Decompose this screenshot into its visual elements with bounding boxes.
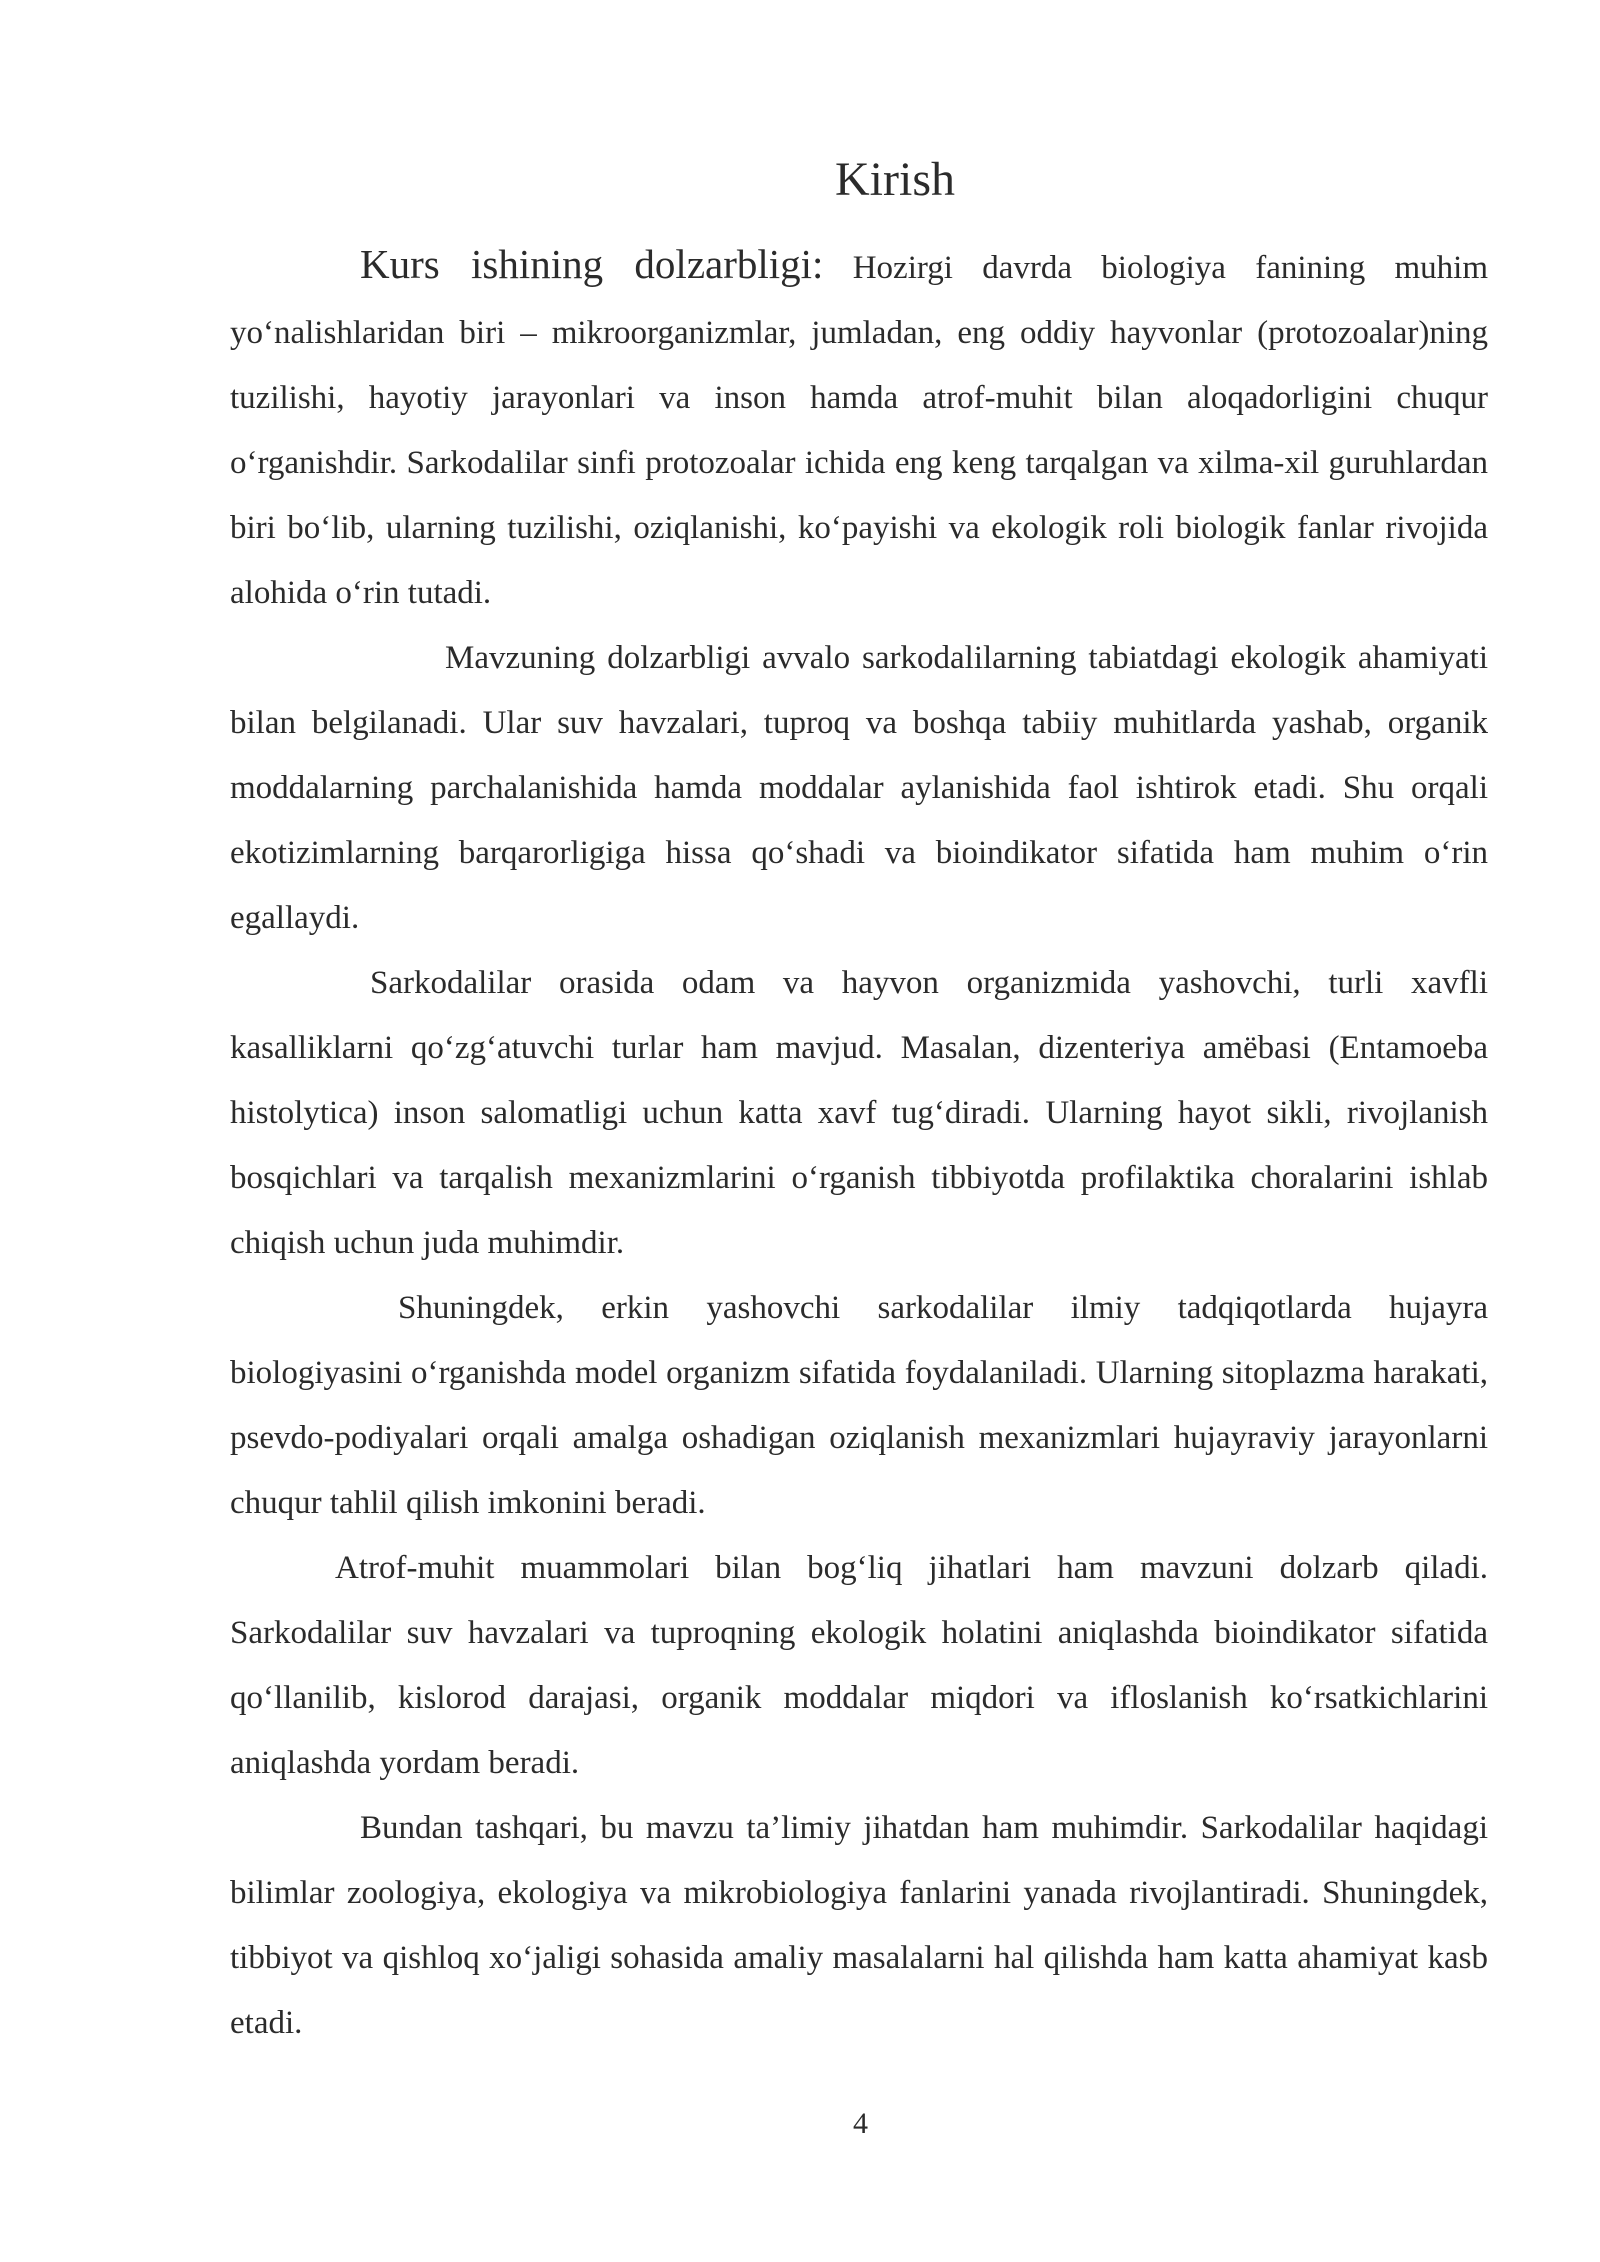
paragraph-model-organism: Shuningdek, erkin yashovchi sarkodalilar ilmiy tadqiqotlarda hujayra biologiyasini o‘rganishda model organizm sifatida foydalaniladi. Ularning sitoplazma harakati, psevdo-podiyalari orqali amalga oshadigan oziqlanish mexanizmlari hujayraviy jarayonlarni chuqur tahlil qilish imkonini beradi. (230, 1290, 1488, 1521)
page-title: Kirish (835, 153, 955, 206)
paragraph-ecological-importance: Mavzuning dolzarbligi avvalo sarkodalilarning tabiatdagi ekologik ahamiyati bilan belgilanadi. Ular suv havzalari, tuproq va boshqa tabiiy muhitlarda yashab, organik moddalarning parchalanishida hamda moddalar aylanishida faol ishtirok etadi. Shu orqali ekotizimlarning barqarorligiga hissa qo‘shadi va bioindikator sifatida ham muhim o‘rin egallaydi. (230, 640, 1488, 936)
paragraph-pathogenic-species: Sarkodalilar orasida odam va hayvon organizmida yashovchi, turli xavfli kasalliklarni qo‘zg‘atuvchi turlar ham mavjud. Masalan, dizenteriya amëbasi (Entamoeba histolytica) inson salomatligi uchun katta xavf tug‘diradi. Ularning hayot sikli, rivojlanish bosqichlari va tarqalish mexanizmlarini o‘rganish tibbiyotda profilaktika choralarini ishlab chiqish uchun juda muhimdir. (230, 965, 1488, 1261)
section-lead-heading: Kurs ishining dolzarbligi: (360, 241, 824, 287)
paragraph-educational-importance: Bundan tashqari, bu mavzu ta’limiy jihatdan ham muhimdir. Sarkodalilar haqidagi bilimlar zoologiya, ekologiya va mikrobiologiya fanlarini yanada rivojlantiradi. Shuningdek, tibbiyot va qishloq xo‘jaligi sohasida amaliy masalalarni hal qilishda ham katta ahamiyat kasb etadi. (230, 1810, 1488, 2041)
paragraph-environmental-issues: Atrof-muhit muammolari bilan bog‘liq jihatlari ham mavzuni dolzarb qiladi. Sarkodalilar suv havzalari va tuproqning ekologik holatini aniqlashda bioindikator sifatida qo‘llanilib, kislorod darajasi, organik moddalar miqdori va ifloslanish ko‘rsatkichlarini aniqlashda yordam beradi. (230, 1550, 1488, 1781)
paragraph-relevance-intro (230, 232, 1488, 626)
page-number: 4 (853, 2107, 868, 2140)
paragraph-text: Hozirgi davrda biologiya fanining muhim yo‘nalishlaridan biri – mikroorganizmlar, jumladan, eng oddiy hayvonlar (protozoalar)ning tuzilishi, hayotiy jarayonlari va inson hamda atrof-muhit bilan aloqadorligini chuqur o‘rganishdir. Sarkodalilar sinfi protozoalar ichida eng keng tarqalgan va xilma-xil guruhlardan biri bo‘lib, ularning tuzilishi, oziqlanishi, ko‘payishi va ekologik roli biologik fanlar rivojida alohida o‘rin tutadi. (230, 250, 1488, 611)
body-text (230, 232, 1488, 2056)
